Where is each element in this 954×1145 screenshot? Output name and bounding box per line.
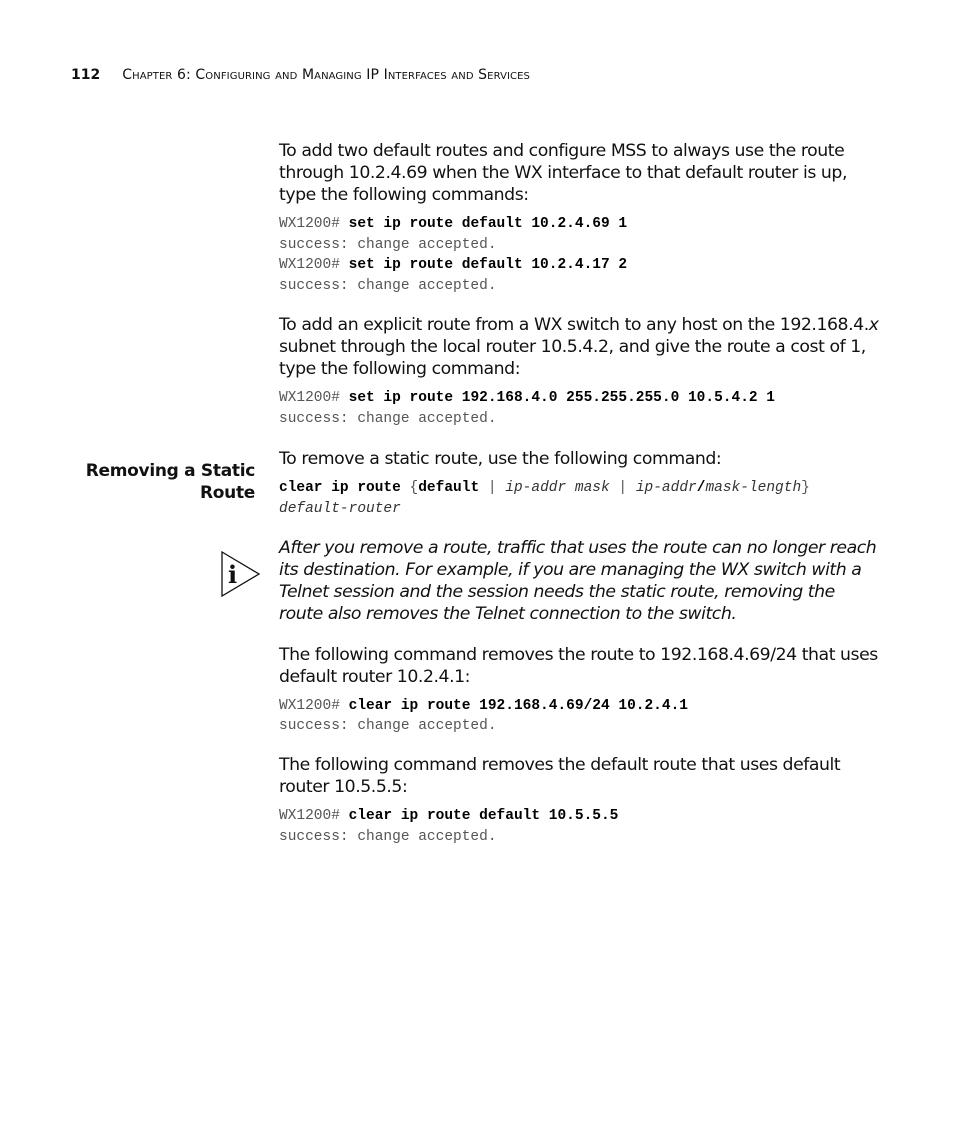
cli-prompt: WX1200# (279, 216, 340, 232)
cli-command: set ip route 192.168.4.0 255.255.255.0 10.5.4.2 1 (348, 389, 775, 406)
syntax-arg-ip-addr: ip-addr (505, 480, 567, 497)
section-heading-line: Removing a Static (85, 461, 255, 481)
info-icon (221, 551, 261, 597)
svg-text:i: i (228, 560, 238, 589)
syntax-separator: | (618, 480, 628, 497)
cli-output: success: change accepted. (279, 278, 497, 295)
chapter-title: Chapter 6: Configuring and Managing IP Interfaces and Services (122, 67, 531, 83)
section-intro: To remove a static route, use the following command: (279, 449, 722, 470)
cli-output: success: change accepted. (279, 828, 497, 845)
cli-prompt: WX1200# (279, 808, 340, 825)
paragraph-clear-route: The following command removes the route to 192.168.4.69/24 that uses default router 10.2.4.1: (279, 644, 878, 687)
cli-output: success: change accepted. (279, 410, 497, 427)
cli-command: clear ip route default 10.5.5.5 (348, 808, 619, 825)
syntax-block (279, 478, 879, 519)
syntax-command: clear ip route (279, 480, 401, 497)
code-block-clear-route (279, 696, 879, 737)
code-block-default-routes (279, 214, 879, 297)
syntax-arg-ip-addr: ip-addr (635, 480, 697, 497)
code-block-clear-default-route (279, 806, 879, 847)
cli-command: clear ip route 192.168.4.69/24 10.2.4.1 (348, 697, 688, 714)
variable-x: x (868, 314, 879, 335)
page-number: 112 (71, 67, 101, 83)
syntax-arg-mask: mask (574, 480, 610, 497)
syntax-brace: } (801, 480, 810, 497)
syntax-keyword-default: default (418, 480, 480, 497)
section-heading (80, 460, 255, 504)
note-text: After you remove a route, traffic that uses the route can no longer reach its destination. For example, if you are managing the WX switch with a Telnet session and the session needs the static route, removing the route also removes the Telnet connection to the switch. (279, 537, 877, 624)
cli-prompt: WX1200# (279, 697, 340, 714)
paragraph-clear-default-route: The following command removes the default route that uses default router 10.5.5.5: (279, 755, 841, 798)
cli-prompt: WX1200# (279, 389, 340, 406)
paragraph-text: subnet through the local router 10.5.4.2, and give the route a cost of 1, type the following command: (279, 336, 866, 379)
syntax-slash: / (696, 480, 706, 497)
paragraph-explicit-route (279, 314, 879, 380)
cli-output: success: change accepted. (279, 718, 497, 735)
cli-command: set ip route default 10.2.4.17 2 (348, 257, 628, 274)
syntax-brace: { (409, 480, 419, 497)
syntax-separator: | (487, 480, 497, 497)
cli-prompt: WX1200# (279, 257, 340, 274)
cli-output: success: change accepted. (279, 236, 497, 253)
intro-paragraph-default-routes: To add two default routes and configure MSS to always use the route through 10.2.4.69 when the WX interface to that default router is up, type the following commands: (279, 141, 847, 205)
code-block-explicit-route (279, 388, 879, 429)
cli-command: set ip route default 10.2.4.69 1 (348, 216, 628, 232)
syntax-arg-default-router: default-router (279, 500, 401, 517)
section-heading-line: Route (199, 483, 255, 503)
paragraph-text: To add an explicit route from a WX switch to any host on the 192.168.4. (279, 314, 869, 335)
page-body (279, 140, 879, 847)
running-header (71, 67, 530, 83)
syntax-arg-mask-length: mask-length (705, 480, 802, 497)
